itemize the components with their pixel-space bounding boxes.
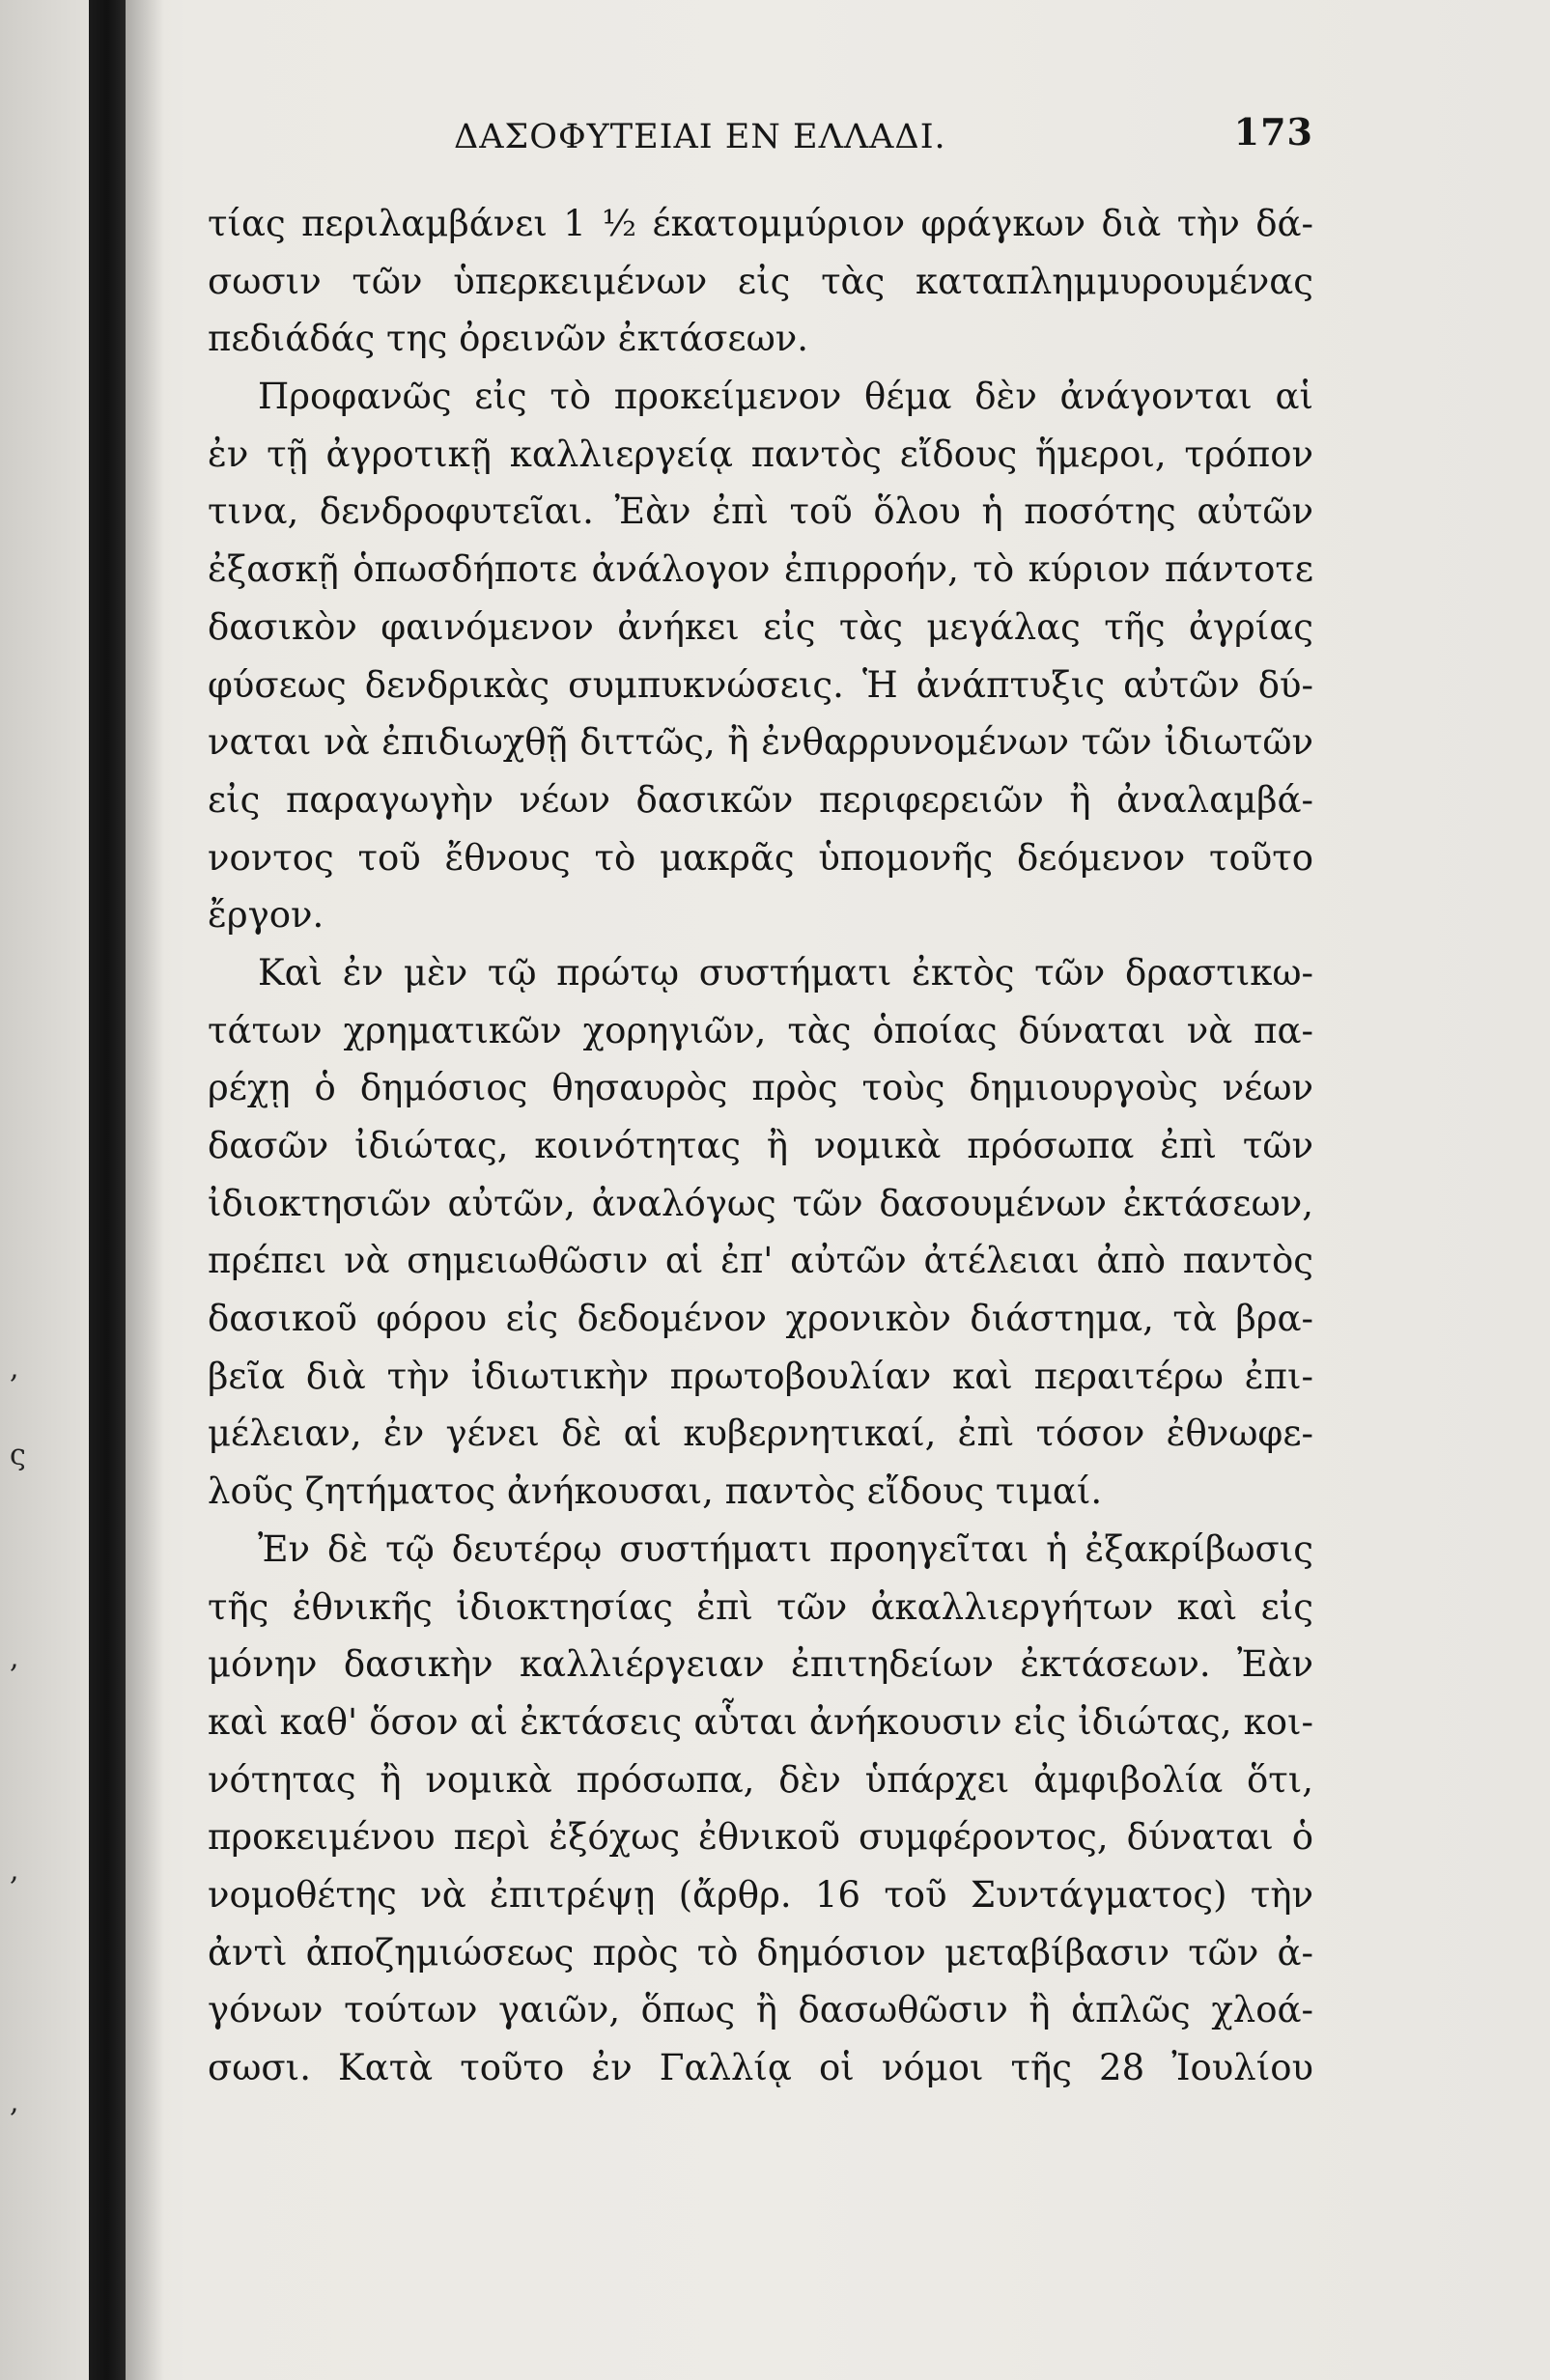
margin-mark: ,: [10, 2086, 19, 2119]
text-line: δασῶν ἰδιώτας, κοινότητας ἢ νομικὰ πρόσωπα ἐπὶ τῶν: [208, 1125, 1313, 1166]
text-line: δασικοῦ φόρου εἰς δεδομένον χρονικὸν διάστημα, τὰ βρα-: [208, 1298, 1313, 1340]
text-line: δασικὸν φαινόμενον ἀνήκει εἰς τὰς μεγάλας τῆς ἀγρίας: [208, 605, 1313, 648]
text-line: εἰς παραγωγὴν νέων δασικῶν περιφερειῶν ἢ ἀναλαμβά-: [208, 778, 1313, 821]
text-line: μέλειαν, ἐν γένει δὲ αἱ κυβερνητικαί, ἐπὶ τόσον ἐθνωφε-: [208, 1413, 1313, 1455]
text-line: τίας περιλαμβάνει 1 ½ έκατομμύριον φράγκων διὰ τὴν δά-: [208, 203, 1313, 244]
text-line: γόνων τούτων γαιῶν, ὅπως ἢ δασωθῶσιν ἢ ἁπλῶς χλοά-: [208, 1989, 1313, 2031]
book-page: [208, 106, 1313, 2097]
text-line: ρέχῃ ὁ δημόσιος θησαυρὸς πρὸς τοὺς δημιουργοὺς νέων: [208, 1067, 1313, 1109]
text-line: σωσι. Κατὰ τοῦτο ἐν Γαλλίᾳ οἱ νόμοι τῆς 28 Ἰουλίου: [208, 2047, 1313, 2088]
margin-mark: ,: [10, 1352, 19, 1386]
page-number: 173: [1233, 110, 1313, 154]
text-line: βεῖα διὰ τὴν ἰδιωτικὴν πρωτοβουλίαν καὶ περαιτέρω ἐπι-: [208, 1355, 1313, 1397]
book-gutter: [89, 0, 126, 2380]
text-line: Προφανῶς εἰς τὸ προκείμενον θέμα δὲν ἀνάγονται αἱ: [258, 376, 1313, 418]
text-line: νομοθέτης νὰ ἐπιτρέψῃ (ἄρθρ. 16 τοῦ Συντάγματος) τὴν: [208, 1873, 1313, 1916]
text-line: νότητας ἢ νομικὰ πρόσωπα, δὲν ὑπάρχει ἀμφιβολία ὅτι,: [208, 1758, 1313, 1801]
text-line: ναται νὰ ἐπιδιωχθῇ διττῶς, ἢ ἐνθαρρυνομένων τῶν ἰδιωτῶν: [208, 721, 1313, 764]
text-line: Ἐν δὲ τῷ δευτέρῳ συστήματι προηγεῖται ἡ ἐξακρίβωσις: [258, 1527, 1313, 1570]
text-line: καὶ καθ' ὅσον αἱ ἐκτάσεις αὗται ἀνήκουσιν εἰς ἰδιώτας, κοι-: [208, 1700, 1313, 1743]
running-head-title: ΔΑΣΟΦΥΤΕΙΑΙ ΕΝ ΕΛΛΑΔΙ.: [454, 118, 946, 156]
margin-mark: ,: [10, 1854, 19, 1888]
text-line: πρέπει νὰ σημειωθῶσιν αἱ ἐπ' αὐτῶν ἀτέλειαι ἀπὸ παντὸς: [208, 1240, 1313, 1282]
margin-mark: ς: [10, 1439, 26, 1472]
text-line: πεδιάδάς της ὀρεινῶν ἐκτάσεων.: [208, 318, 809, 360]
text-line: φύσεως δενδρικὰς συμπυκνώσεις. Ἡ ἀνάπτυξις αὐτῶν δύ-: [208, 663, 1313, 706]
text-line: νοντος τοῦ ἔθνους τὸ μακρᾶς ὑπομονῆς δεόμενον τοῦτο: [208, 836, 1313, 879]
body-text: [208, 195, 1313, 2097]
margin-mark: ,: [10, 1641, 19, 1675]
text-line: ἐν τῇ ἀγροτικῇ καλλιεργείᾳ παντὸς εἴδους ἥμεροι, τρόπον: [208, 433, 1313, 475]
running-head: [208, 106, 1313, 164]
text-line: ἐξασκῇ ὁπωσδήποτε ἀνάλογον ἐπιρροήν, τὸ κύριον πάντοτε: [208, 548, 1313, 591]
left-margin-marks: [0, 1352, 29, 2221]
gutter-shadow: [126, 0, 164, 2380]
text-line: ἀντὶ ἀποζημιώσεως πρὸς τὸ δημόσιον μεταβίβασιν τῶν ἀ-: [208, 1931, 1313, 1974]
text-line: μόνην δασικὴν καλλιέργειαν ἐπιτηδείων ἐκτάσεων. Ἐὰν: [208, 1643, 1313, 1686]
text-line: τῆς ἐθνικῆς ἰδιοκτησίας ἐπὶ τῶν ἀκαλλιεργήτων καὶ εἰς: [208, 1585, 1313, 1628]
text-line: λοῦς ζητήματος ἀνήκουσαι, παντὸς εἴδους τιμαί.: [208, 1470, 1103, 1513]
text-line: Καὶ ἐν μὲν τῷ πρώτῳ συστήματι ἐκτὸς τῶν δραστικω-: [258, 951, 1313, 994]
text-line: τινα, δενδροφυτεῖαι. Ἐὰν ἐπὶ τοῦ ὅλου ἡ ποσότης αὐτῶν: [208, 490, 1313, 533]
text-line: τάτων χρηματικῶν χορηγιῶν, τὰς ὁποίας δύναται νὰ πα-: [208, 1009, 1313, 1051]
text-line: ἰδιοκτησιῶν αὐτῶν, ἀναλόγως τῶν δασουμένων ἐκτάσεων,: [208, 1182, 1313, 1224]
text-line: ἔργον.: [208, 894, 324, 937]
text-line: σωσιν τῶν ὑπερκειμένων εἰς τὰς καταπλημμυρουμένας: [208, 260, 1313, 302]
text-line: προκειμένου περὶ ἐξόχως ἐθνικοῦ συμφέροντος, δύναται ὁ: [208, 1816, 1313, 1859]
